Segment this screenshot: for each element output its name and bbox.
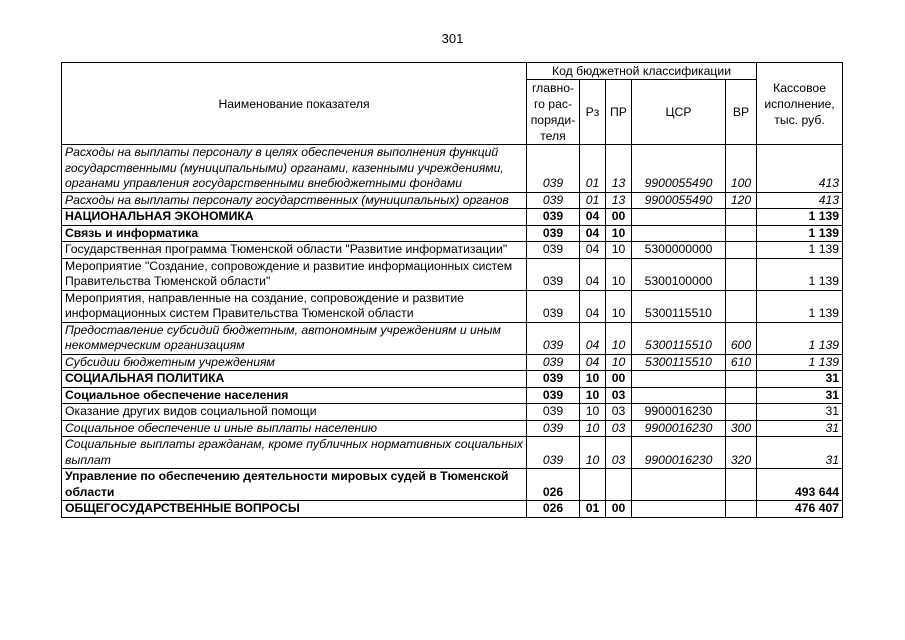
table-row [62,501,843,518]
table-row [62,209,843,226]
row-vr [726,258,757,290]
row-amount: 1 139 [757,209,843,226]
table-row [62,145,843,193]
row-rz: 04 [580,258,606,290]
row-csr: 5300100000 [632,258,726,290]
row-name: Субсидии бюджетным учреждениям [62,354,527,371]
row-rz: 04 [580,322,606,354]
row-pr: 03 [606,404,632,421]
row-name: Государственная программа Тюменской области "Развитие информатизации" [62,242,527,259]
row-admin-code: 039 [527,354,580,371]
row-admin-code: 039 [527,404,580,421]
table-row [62,322,843,354]
row-amount: 1 139 [757,354,843,371]
row-csr: 5300115510 [632,354,726,371]
row-name: Социальное обеспечение населения [62,387,527,404]
row-admin-code: 039 [527,192,580,209]
row-amount: 1 139 [757,258,843,290]
row-csr [632,469,726,501]
table-row [62,192,843,209]
header-rz: Рз [580,80,606,145]
row-csr [632,371,726,388]
row-admin-code: 039 [527,258,580,290]
row-amount: 1 139 [757,242,843,259]
header-vr: ВР [726,80,757,145]
row-vr [726,290,757,322]
header-amount: Кассовое исполнение, тыс. руб. [757,63,843,145]
row-csr: 5300115510 [632,290,726,322]
table-row [62,469,843,501]
row-rz: 01 [580,501,606,518]
row-admin-code: 026 [527,469,580,501]
row-admin-code: 039 [527,290,580,322]
table-row [62,354,843,371]
header-csr: ЦСР [632,80,726,145]
row-name: Связь и информатика [62,225,527,242]
table-row [62,242,843,259]
row-admin-code: 039 [527,225,580,242]
row-amount: 413 [757,192,843,209]
table-body [62,145,843,518]
row-rz: 10 [580,371,606,388]
row-rz: 01 [580,192,606,209]
table-row [62,371,843,388]
row-amount: 493 644 [757,469,843,501]
row-vr: 300 [726,420,757,437]
row-admin-code: 039 [527,420,580,437]
row-amount: 31 [757,371,843,388]
row-csr [632,501,726,518]
row-amount: 476 407 [757,501,843,518]
row-admin-code: 039 [527,209,580,226]
row-csr: 9900016230 [632,437,726,469]
row-csr [632,387,726,404]
header-name: Наименование показателя [62,63,527,145]
row-amount: 1 139 [757,290,843,322]
row-pr: 10 [606,242,632,259]
row-pr: 03 [606,387,632,404]
row-amount: 31 [757,437,843,469]
row-amount: 1 139 [757,322,843,354]
row-vr [726,209,757,226]
row-rz: 04 [580,290,606,322]
row-rz: 10 [580,404,606,421]
row-name: НАЦИОНАЛЬНАЯ ЭКОНОМИКА [62,209,527,226]
row-pr: 13 [606,145,632,193]
row-pr: 00 [606,371,632,388]
row-admin-code: 039 [527,437,580,469]
row-admin-code: 039 [527,145,580,193]
row-vr [726,469,757,501]
row-csr [632,225,726,242]
row-name: Расходы на выплаты персоналу в целях обеспечения выполнения функций государственными (муниципальными) органами, казенными учреждениями, органами управления государственными внебюджетными фондами [62,145,527,193]
row-pr: 10 [606,354,632,371]
row-name: Мероприятие "Создание, сопровождение и развитие информационных систем Правительства Тюменской области" [62,258,527,290]
row-pr: 00 [606,501,632,518]
row-csr: 9900055490 [632,192,726,209]
row-rz: 04 [580,209,606,226]
row-name: Социальное обеспечение и иные выплаты населению [62,420,527,437]
table-row [62,437,843,469]
row-csr: 9900016230 [632,420,726,437]
row-rz: 01 [580,145,606,193]
row-csr: 9900055490 [632,145,726,193]
row-csr: 9900016230 [632,404,726,421]
row-rz: 10 [580,387,606,404]
row-vr [726,242,757,259]
row-rz: 04 [580,225,606,242]
row-vr [726,225,757,242]
row-name: Управление по обеспечению деятельности мировых судей в Тюменской области [62,469,527,501]
row-name: Расходы на выплаты персоналу государственных (муниципальных) органов [62,192,527,209]
header-pr: ПР [606,80,632,145]
row-pr: 03 [606,420,632,437]
row-rz: 10 [580,420,606,437]
row-rz: 10 [580,437,606,469]
row-admin-code: 039 [527,242,580,259]
row-pr: 13 [606,192,632,209]
row-name: СОЦИАЛЬНАЯ ПОЛИТИКА [62,371,527,388]
row-vr: 120 [726,192,757,209]
row-pr: 10 [606,225,632,242]
row-vr: 320 [726,437,757,469]
row-name: Предоставление субсидий бюджетным, автономным учреждениям и иным некоммерческим организациям [62,322,527,354]
row-vr: 100 [726,145,757,193]
row-pr: 03 [606,437,632,469]
row-vr [726,371,757,388]
row-admin-code: 039 [527,387,580,404]
table-row [62,258,843,290]
row-csr: 5300000000 [632,242,726,259]
page-number: 301 [441,31,464,46]
row-admin-code: 039 [527,371,580,388]
header-admin: главно- го рас- поряди- теля [527,80,580,145]
row-vr [726,387,757,404]
row-pr: 10 [606,258,632,290]
row-name: Социальные выплаты гражданам, кроме публичных нормативных социальных выплат [62,437,527,469]
budget-execution-table [61,62,843,518]
row-pr: 10 [606,290,632,322]
table-row [62,420,843,437]
row-amount: 31 [757,404,843,421]
row-name: ОБЩЕГОСУДАРСТВЕННЫЕ ВОПРОСЫ [62,501,527,518]
row-csr [632,209,726,226]
row-vr: 600 [726,322,757,354]
row-admin-code: 026 [527,501,580,518]
row-amount: 413 [757,145,843,193]
row-vr [726,404,757,421]
table-row [62,225,843,242]
row-pr: 00 [606,209,632,226]
row-rz: 04 [580,242,606,259]
row-admin-code: 039 [527,322,580,354]
row-pr [606,469,632,501]
table-row [62,290,843,322]
row-rz [580,469,606,501]
row-pr: 10 [606,322,632,354]
row-vr: 610 [726,354,757,371]
row-amount: 31 [757,387,843,404]
table-row [62,387,843,404]
header-code-group: Код бюджетной классификации [527,63,757,80]
row-vr [726,501,757,518]
table-row [62,404,843,421]
row-rz: 04 [580,354,606,371]
row-name: Мероприятия, направленные на создание, сопровождение и развитие информационных систем Правительства Тюменской области [62,290,527,322]
row-amount: 1 139 [757,225,843,242]
row-amount: 31 [757,420,843,437]
row-name: Оказание других видов социальной помощи [62,404,527,421]
row-csr: 5300115510 [632,322,726,354]
